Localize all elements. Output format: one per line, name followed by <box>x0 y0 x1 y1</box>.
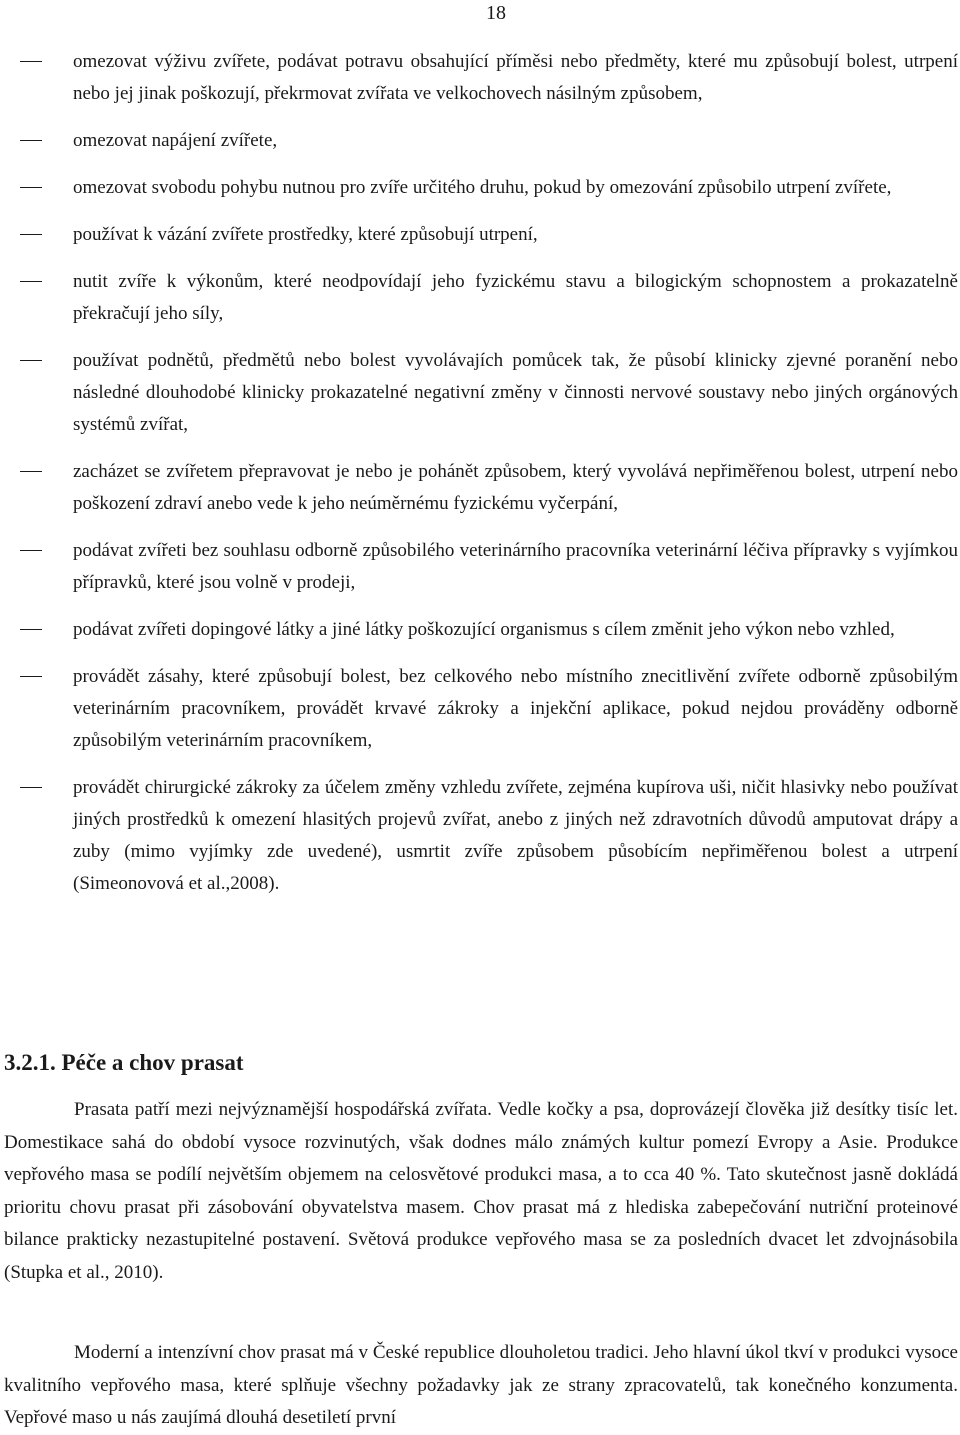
list-item <box>0 219 958 251</box>
dash-bullet-icon <box>20 281 42 282</box>
list-item-text: omezovat výživu zvířete, podávat potravu obsahující příměsi nebo předměty, které mu způsobují bolest, utrpení nebo jej jinak poškozují, překrmovat zvířata ve velkochovech násilným způsobem, <box>73 51 958 104</box>
dash-bullet-icon <box>20 629 42 630</box>
list-item-text: zacházet se zvířetem přepravovat je nebo je pohánět způsobem, který vyvolává nepřiměřenou bolest, utrpení nebo poškození zdraví anebo vede k jeho neúměrnému fyzickému vyčerpání, <box>73 461 958 514</box>
list-item-text: používat podnětů, předmětů nebo bolest vyvolávajích pomůcek tak, že působí klinicky zjevné poranění nebo následné dlouhodobé klinicky prokazatelné negativní změny v činnosti nervové soustavy nebo jiných orgánových systémů zvířat, <box>73 350 958 435</box>
list-item <box>0 456 958 520</box>
list-item-text: provádět zásahy, které způsobují bolest, bez celkového nebo místního znecitlivění zvířete odborně způsobilým veterinárním pracovníkem, provádět krvavé zákroky a injekční aplikace, pokud nejdou prováděny odborně způsobilým veterinárním pracovníkem, <box>73 666 958 751</box>
dash-bullet-icon <box>20 360 42 361</box>
body-paragraph: Prasata patří mezi nejvýznamější hospodářská zvířata. Vedle kočky a psa, doprovázejí člověka již desítky tisíc let. Domestikace sahá do období vysoce rozvinutých, však dodnes málo známých kultur pomezí Evropy a Asie. Produkce vepřového masa se podílí největším objemem na celosvětové produkci masa, a to cca 40 %. Tato skutečnost jasně dokládá prioritu chovu prasat při zásobování obyvatelstva masem. Chov prasat má z hlediska zabepečování nutriční proteinové bilance prakticky nezastupitelné postavení. Světová produkce vepřového masa se za posledních dvacet let zdvojnásobila (Stupka et al., 2010). <box>4 1099 958 1283</box>
dash-bullet-icon <box>20 61 42 62</box>
dash-bullet-icon <box>20 187 42 188</box>
list-item <box>0 535 958 599</box>
prohibition-list <box>0 46 958 915</box>
list-item-text: podávat zvířeti dopingové látky a jiné látky poškozující organismus s cílem změnit jeho výkon nebo vzhled, <box>73 619 895 640</box>
list-item-text: podávat zvířeti bez souhlasu odborně způsobilého veterinárního pracovníka veterinární léčiva přípravky s vyjímkou přípravků, které jsou volně v prodeji, <box>73 540 958 593</box>
dash-bullet-icon <box>20 676 42 677</box>
list-item <box>0 772 958 900</box>
list-item-text: nutit zvíře k výkonům, které neodpovídají jeho fyzickému stavu a bilogickým schopnostem a prokazatelně překračují jeho síly, <box>73 271 958 324</box>
list-item-text: omezovat svobodu pohybu nutnou pro zvíře určitého druhu, pokud by omezování způsobilo utrpení zvířete, <box>73 177 892 198</box>
list-item <box>0 172 958 204</box>
list-item <box>0 614 958 646</box>
list-item <box>0 125 958 157</box>
list-item <box>0 46 958 110</box>
list-item <box>0 345 958 441</box>
list-item-text: omezovat napájení zvířete, <box>73 130 278 151</box>
body-paragraph: Moderní a intenzívní chov prasat má v České republice dlouholetou tradici. Jeho hlavní úkol tkví v produkci vysoce kvalitního vepřového masa, které splňuje všechny požadavky jak ze strany zpracovatelů, tak konečného konzumenta. Vepřové maso u nás zaujímá dlouhá desetiletí první <box>4 1342 958 1428</box>
page-number: 18 <box>486 2 506 24</box>
dash-bullet-icon <box>20 550 42 551</box>
list-item-text: provádět chirurgické zákroky za účelem změny vzhledu zvířete, zejména kupírova uši, ničit hlasivky nebo používat jiných prostředků k omezení hlasitých projevů zvířat, anebo z jiných než zdravotních důvodů amputovat drápy a zuby (mimo vyjímky zde uvedené), usmrtit zvíře způsobem působícím nepřiměřenou bolest a utrpení (Simeonovová et al.,2008). <box>73 777 958 894</box>
dash-bullet-icon <box>20 234 42 235</box>
section-heading: 3.2.1. Péče a chov prasat <box>4 1050 244 1075</box>
dash-bullet-icon <box>20 140 42 141</box>
list-item <box>0 661 958 757</box>
list-item <box>0 266 958 330</box>
dash-bullet-icon <box>20 471 42 472</box>
list-item-text: používat k vázání zvířete prostředky, které způsobují utrpení, <box>73 224 538 245</box>
dash-bullet-icon <box>20 787 42 788</box>
